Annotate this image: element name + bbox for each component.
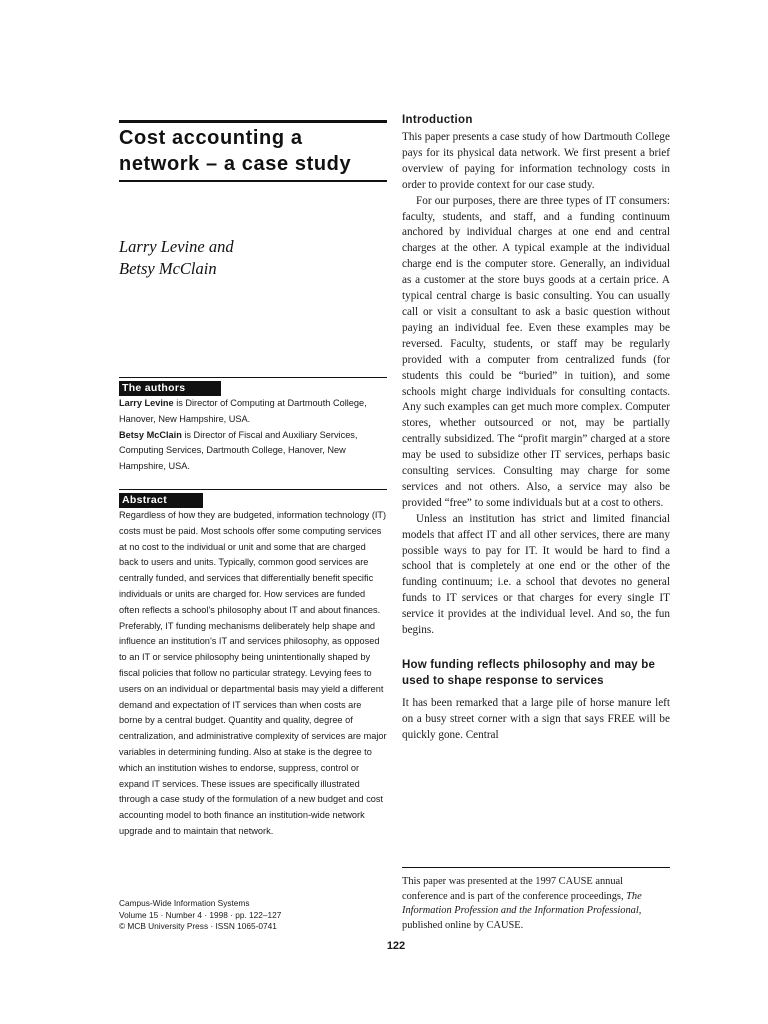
- mcclain-bio: [119, 428, 387, 475]
- levine-bio: [119, 396, 387, 428]
- note-text-1: This paper was presented at the 1997 CAUSE annual conference and is part of the conference proceedings,: [402, 876, 627, 902]
- introduction-body: [402, 130, 670, 639]
- abstract-label: Abstract: [119, 493, 203, 508]
- title-rule-top: [119, 120, 387, 123]
- levine-bio-text: is Director of Computing at Dartmouth College, Hanover, New Hampshire, USA.: [119, 398, 367, 424]
- section-heading: How funding reflects philosophy and may be used to shape response to services: [402, 659, 656, 687]
- intro-paragraph-2: For our purposes, there are three types of IT consumers: faculty, students, and staff, and a funding continuum anchored by individual charges at one end and central charges at the other. A typical example at the individual charge end is the computer store. Generally, an individual as a customer at the store buys goods at a certain price. A typical central charge is basic consulting. You can usually call or visit a consultant to ask a basic question without paying an individual fee. Even these examples may be reversed. Faculty, students, or staff may be regularly provided with a computer from centralized funds (for students this could be “buried” in tuition), and some schools might charge individuals for consulting contacts. Any such examples can get much more complex. Computer stores, whether outsourced or not, may be partially centrally subsidized. The “profit margin” charged at a store may be used to subsidize other IT services, perhaps basic consulting services. Consulting may charge for some services and not others. Also, a service may also be provided “free” to some individuals but at a cost to others.: [402, 194, 670, 509]
- abstract-box: [119, 489, 387, 840]
- levine-name: Larry Levine: [119, 398, 174, 408]
- title-line-1: Cost accounting a: [119, 127, 303, 149]
- intro-paragraph-3: Unless an institution has strict and limited financial models that affect IT and all other services, there are many possible ways to pay for IT. It would be hard to find a school that is completely at one end or the other of the funding continuum; i.e. a school that devotes no general funds to IT services or that charges for every single IT service it provides at the individual level. And so, the fun begins.: [402, 512, 670, 637]
- journal-info: [119, 898, 387, 933]
- author-line-2: Betsy McClain: [119, 259, 217, 278]
- note-italic-title: The Information Profession and the Information Professional,: [402, 890, 642, 916]
- right-column: [402, 112, 670, 744]
- section-paragraph-1: It has been remarked that a large pile of horse manure left on a busy street corner with a sign that says FREE will be quickly gone. Central: [402, 697, 670, 741]
- conference-note: [402, 867, 670, 933]
- journal-volume: Volume 15 · Number 4 · 1998 · pp. 122–127: [119, 909, 282, 920]
- note-text-2: published online by CAUSE.: [402, 919, 524, 931]
- section-body: [402, 696, 670, 744]
- article-title: [119, 125, 387, 177]
- page-number: 122: [386, 940, 406, 952]
- authors-label: The authors: [119, 381, 221, 396]
- abstract-text: Regardless of how they are budgeted, information technology (IT) costs must be paid. Most schools offer some computing services at no cost to the individual or unit and some that are charged back to users and units. Typically, common good services are centrally funded, and services that differentially benefit specific individuals or units are charged for. How services are funded often reflects a school’s philosophy about IT and about finances. Preferably, IT funding mechanisms deliberately help shape and influence an institution’s IT and services philosophy, as opposed to an IT or service philosophy being unintentionally shaped by fiscal policies that follow no particular strategy. Levying fees to users on an individual or departmental basis may yield a different demand and expectation of IT services than when costs are borne by a central budget. Quantity and quality, degree of centralization, and administrative complexity of services are major variables in determining funding. Also at stake is the degree to which an institution wishes to endorse, suppress, control or expand IT services. These issues are specifically illustrated through a case study of the formulation of a new budget and cost accounting model to both finance an institution-wide network upgrade and to maintain that network.: [119, 509, 387, 836]
- mcclain-name: Betsy McClain: [119, 429, 182, 440]
- left-column: [119, 120, 387, 840]
- intro-paragraph-1: This paper presents a case study of how Dartmouth College pays for its physical data network. We first present a brief overview of paying for information technology costs in order to provide context for our case study.: [402, 131, 670, 191]
- title-line-2: network – a case study: [119, 153, 352, 175]
- author-line-1: Larry Levine and: [119, 237, 234, 256]
- introduction-heading: Introduction: [402, 114, 473, 126]
- journal-copyright: © MCB University Press · ISSN 1065-0741: [119, 921, 277, 931]
- authors-box: [119, 377, 387, 475]
- mcclain-bio-text: is Director of Fiscal and Auxiliary Services, Computing Services, Dartmouth College, Hanover, New Hampshire, USA.: [119, 429, 358, 472]
- author-names: [119, 236, 387, 280]
- authors-text: [119, 396, 387, 475]
- journal-name: Campus-Wide Information Systems: [119, 898, 250, 908]
- title-rule-bottom: [119, 180, 387, 182]
